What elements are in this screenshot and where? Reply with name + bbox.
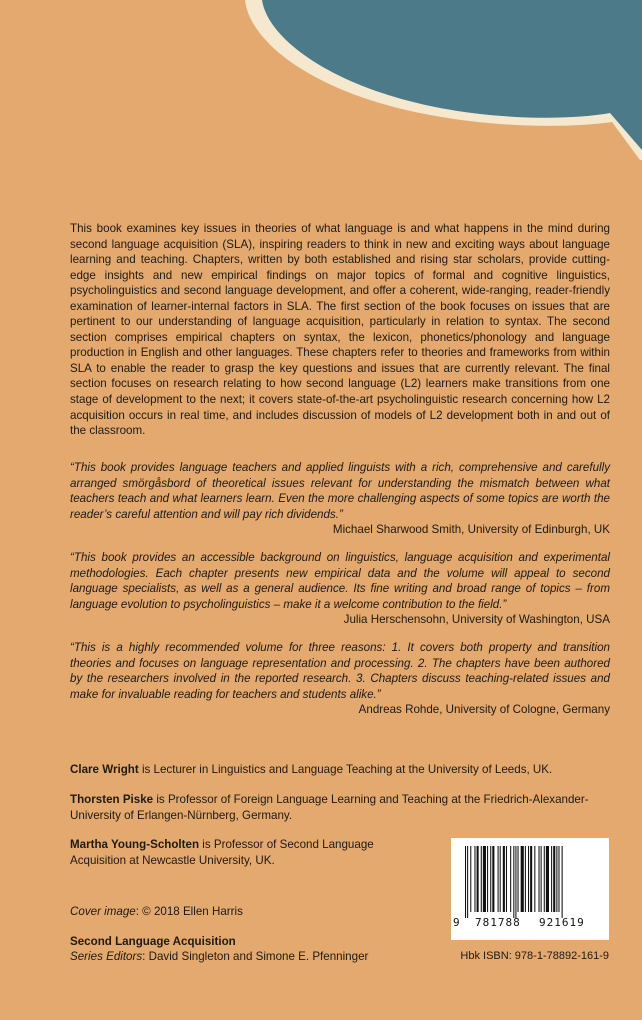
book-description: This book examines key issues in theories of what language is and what happens in the mind during second language acquisition (SLA), inspiring readers to think in new and exciting ways about language learning and teaching. Chapters, written by both established and rising star scholars, provide cutting-edge insights and new empirical findings on major topics of formal and cognitive linguistics, psycholinguistics and second language development, and offer a coherent, wide-ranging, reader-friendly examination of learner-internal factors in SLA. The first section of the book focuses on issues that are pertinent to our understanding of language acquisition, particularly in relation to syntax. The second section comprises empirical chapters on syntax, the lexicon, phonetics/phonology and language production in English and other languages. These chapters refer to theories and frameworks from within SLA to enable the reader to grasp the key questions and issues that are currently relevant. The final section focuses on research relating to how second language (L2) learners make transitions from one stage of development to the next; it covers state-of-the-art psycholinguistic research concerning how L2 acquisition occurs in real time, and includes discussion of models of L2 development both in and out of the classroom. [70, 222, 610, 438]
barcode-bar [500, 846, 501, 912]
review-source: Julia Herschensohn, University of Washington, USA [343, 613, 610, 626]
review-quote: “This is a highly recommended volume for three reasons: 1. It covers both property and transition theories and focuses on language representation and processing. 2. The chapters have been authored by the researchers involved in the reported research. 3. Chapters discuss teaching-related issues and make for invaluable reading for teachers and students alike.” [70, 641, 610, 701]
barcode-bar [556, 846, 557, 912]
barcode-bar [553, 846, 555, 912]
barcode-bar [534, 846, 535, 912]
barcode-bar [551, 846, 552, 912]
barcode-bar [492, 846, 494, 912]
barcode-bar [474, 846, 475, 912]
speech-bubble-graphic [0, 0, 642, 170]
isbn: Hbk ISBN: 978-1-78892-161-9 [460, 950, 609, 962]
author-bio [70, 792, 610, 823]
review-source: Andreas Rohde, University of Cologne, Germany [358, 703, 610, 716]
author-bio-text: is Lecturer in Linguistics and Language Teaching at the University of Leeds, UK. [138, 763, 553, 776]
barcode-bar [513, 846, 514, 918]
barcode-bar [546, 846, 549, 912]
review-quote: “This book provides language teachers and applied linguists with a rich, comprehensive and carefully arranged smörgåsbord of theoretical issues relevant for understanding the mismatch between what teachers teach and what learners learn. Even the more challenging aspects of some topics are worth the reader’s careful attention and will pay rich dividends.” [70, 461, 610, 521]
cover-image-credit [70, 904, 243, 920]
barcode-bar [539, 846, 540, 912]
barcode-bar [483, 846, 486, 912]
barcode-bars [461, 846, 599, 918]
barcode-bar [465, 846, 466, 918]
review-1 [70, 460, 610, 538]
barcode-bar [562, 846, 563, 918]
barcode-digit-first: 9 [453, 916, 460, 929]
barcode-bar [518, 846, 519, 912]
barcode-bar [467, 846, 468, 918]
barcode-bar [487, 846, 488, 912]
barcode-bar [506, 846, 507, 912]
barcode-bar [544, 846, 545, 912]
barcode-bar [470, 846, 471, 912]
barcode-bar [528, 846, 529, 912]
review-2 [70, 550, 610, 628]
barcode-bar [490, 846, 491, 912]
barcode-bar [481, 846, 482, 912]
review-source: Michael Sharwood Smith, University of Edinburgh, UK [332, 523, 610, 536]
cover-image-label: Cover image [70, 905, 136, 918]
author-name: Thorsten Piske [70, 793, 154, 806]
cover-image-text: : © 2018 Ellen Harris [135, 905, 243, 918]
barcode-bar [530, 846, 532, 912]
series-title: Second Language Acquisition [70, 935, 236, 948]
series-editors-names: : David Singleton and Simone E. Pfenninger [142, 950, 369, 963]
series-editors-label: Series Editors [70, 950, 143, 963]
author-bio [70, 762, 610, 778]
author-bio-text: is Professor of Second Language Acquisition at Newcastle University, UK. [70, 838, 374, 867]
barcode-bar [477, 846, 479, 912]
barcode-bar [521, 846, 524, 912]
barcode-bar [503, 846, 505, 912]
review-3 [70, 640, 610, 718]
barcode-bar [515, 846, 516, 918]
barcode-digits-right: 921619 [539, 916, 585, 929]
barcode-bar [558, 846, 559, 912]
barcode-digits-left: 781788 [475, 916, 521, 929]
author-name: Martha Young-Scholten [70, 838, 200, 851]
series-editors [70, 950, 368, 963]
review-quote: “This book provides an accessible background on linguistics, language acquisition and experimental methodologies. Each chapter presents new empirical data and the volume will appeal to second language specialists, as well as a general audience. Its fine writing and broad range of topics – from language evolution to psycholinguistics – make it a welcome contribution to the field.” [70, 551, 610, 611]
author-name: Clare Wright [70, 763, 139, 776]
barcode-bar [498, 846, 499, 912]
barcode-bar [510, 846, 511, 912]
barcode-bar [525, 846, 526, 912]
author-bio [70, 837, 410, 868]
barcode-bar [541, 846, 542, 912]
barcode [451, 838, 609, 940]
author-bio-text: is Professor of Foreign Language Learning and Teaching at the Friedrich-Alexander-University of Erlangen-Nürnberg, Germany. [70, 793, 589, 822]
